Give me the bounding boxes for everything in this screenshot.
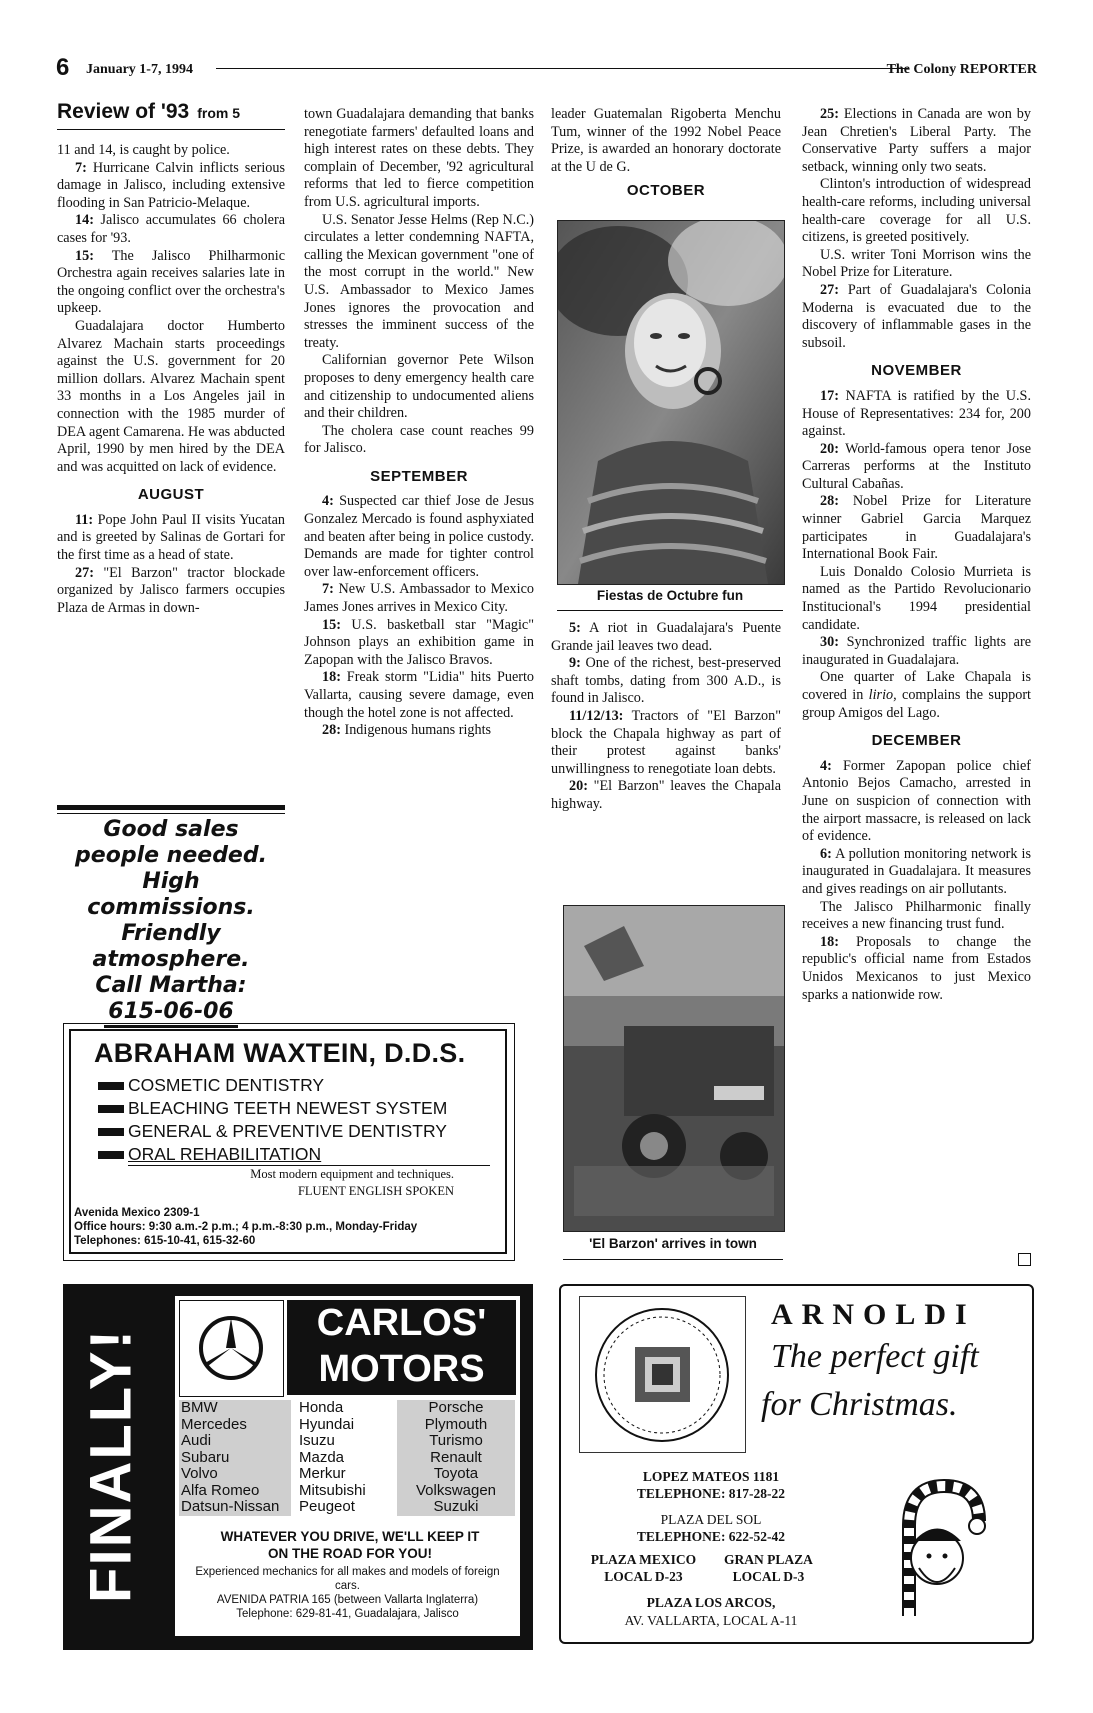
paragraph: The Jalisco Philharmonic finally receives a new financing trust fund. [802, 898, 1031, 933]
brand-item: Mazda [299, 1448, 345, 1466]
paragraph: 17: NAFTA is ratified by the U.S. House of Representatives: 234 for, 200 against. [802, 387, 1031, 440]
headline-from: from 5 [197, 105, 241, 121]
paragraph: One quarter of Lake Chapala is covered in lirio, complains the support group Amigos del Lago. [802, 669, 1031, 721]
arnoldi-ad [559, 1284, 1034, 1644]
column-4 [802, 106, 1031, 1004]
arnoldi-location-gran-plaza [711, 1552, 826, 1585]
dentist-services [98, 1074, 447, 1166]
paragraph: 7: Hurricane Calvin inflicts serious damage in Jalisco, including extensive flooding in San Patricio-Melaque. [57, 159, 285, 211]
brand-item: Volkswagen [415, 1481, 497, 1499]
masthead-rule [216, 68, 908, 69]
brands-col-2 [299, 1400, 391, 1516]
brands-col-3 [397, 1400, 515, 1516]
paragraph: 25: Elections in Canada are won by Jean Chretien's Liberal Party. The Conservative Party suffers a major setback, winning only two seats. [802, 106, 1031, 175]
arnoldi-location-los-arcos [581, 1594, 841, 1630]
page-number: 6 [56, 54, 70, 81]
issue-date: January 1-7, 1994 [86, 62, 193, 77]
santa-candy-cane-icon [859, 1466, 1009, 1626]
fiestas-photo-image [558, 221, 784, 584]
paragraph: 27: Part of Guadalajara's Colonia Moderna is evacuated due to the discovery of inflammable gases in the subsoil. [802, 281, 1031, 351]
paragraph: 9: One of the richest, best-preserved shaft tombs, dating from 300 A.D., is found in Jalisco. [551, 655, 781, 707]
location-line: GRAN PLAZA [724, 1552, 813, 1567]
paragraph: 14: Jalisco accumulates 66 cholera cases for '93. [57, 212, 285, 246]
paragraph: 20: World-famous opera tenor Jose Carreras performs at the Instituto Cultural Cabañas. [802, 440, 1031, 492]
brand-item: Toyota [433, 1465, 479, 1482]
location-line: TELEPHONE: 817-28-22 [636, 1485, 786, 1501]
sales-ad-line: atmosphere. [92, 947, 250, 972]
arnoldi-tagline-2: for Christmas. [761, 1386, 958, 1423]
paragraph: 15: U.S. basketball star "Magic" Johnson plays an exhibition game in Zapopan with the Jalisco Bravos. [304, 616, 534, 668]
column-2 [304, 106, 534, 740]
location-line: PLAZA LOS ARCOS, [646, 1595, 776, 1610]
service-item: ORAL REHABILITATION [98, 1143, 447, 1166]
service-item: COSMETIC DENTISTRY [98, 1074, 447, 1097]
arnoldi-locations [581, 1469, 841, 1545]
paragraph: town Guadalajara demanding that banks renegotiate farmers' defaulted loans and high interest rates on these debts. They complain of December, '92 agricultural reforms that led to fierce competition from U.S. agricultural imports. [304, 106, 534, 210]
section-heading-august: AUGUST [137, 486, 205, 504]
carlos-title: CARLOS' [316, 1302, 487, 1344]
sales-ad-line: High commissions. [87, 869, 255, 920]
paragraph: 18: Freak storm "Lidia" hits Puerto Vallarta, causing severe damage, even though the hotel zone is not affected. [304, 669, 534, 721]
brand-item: Subaru [181, 1448, 230, 1466]
column-3-continued [551, 620, 781, 814]
el-barzon-photo-image [564, 906, 784, 1231]
arnoldi-tagline-1: The perfect gift [771, 1338, 979, 1375]
paragraph: leader Guatemalan Rigoberta Menchu Tum, winner of the 1992 Nobel Peace Prize, is awarded an honorary doctorate at the U de G. [551, 106, 781, 175]
paragraph: 20: "El Barzon" leaves the Chapala highway. [551, 778, 781, 812]
paragraph: Clinton's introduction of widespread health-care reforms, including universal health-care coverage for all U.S. citizens, is greeted positively. [802, 176, 1031, 246]
waxtein-ad [63, 1023, 515, 1261]
brand-item: Merkur [299, 1465, 346, 1482]
brand-item: Volvo [181, 1465, 218, 1482]
dentist-name: ABRAHAM WAXTEIN, D.D.S. [94, 1038, 466, 1068]
paragraph: 28: Nobel Prize for Literature winner Gabriel Garcia Marquez participates in Guadalajara's International Book Fair. [802, 493, 1031, 563]
brand-item: Mercedes [181, 1415, 247, 1433]
section-heading-december: DECEMBER [871, 732, 962, 750]
caption-rule [563, 1259, 783, 1260]
location-line: TELEPHONE: 622-52-42 [636, 1528, 786, 1544]
paragraph: U.S. Senator Jesse Helms (Rep N.C.) circulates a letter condemning NAFTA, calling the Mexican government "one of the most corrupt in the world." New U.S. Ambassador to Mexico James Jones ignores the provocation and stresses the imminent success of the treaty. [304, 211, 534, 351]
paragraph: 11 and 14, is caught by police. [57, 142, 230, 158]
paragraph: Guadalajara doctor Humberto Alvarez Machain starts proceedings against the U.S. government for 20 million dollars. Alvarez Machain spent 33 months in a Los Angeles jail in connection with the 1985 murder of DEA agent Camarena. He was abducted April, 1990 by men hired by the DEA and was acquitted on lack of evidence. [57, 317, 285, 475]
fiestas-photo [557, 220, 785, 585]
sales-ad-line: people needed. [75, 843, 267, 868]
sales-ad [57, 805, 285, 1024]
sales-ad-line: Call Martha: [95, 973, 247, 998]
sales-ad-phone: 615-06-06 [104, 999, 237, 1028]
carlos-mechanics: Experienced mechanics for all makes and models of foreign cars. [195, 1566, 500, 1592]
location-line: PLAZA DEL SOL [660, 1512, 762, 1527]
brand-item: Plymouth [424, 1415, 488, 1433]
carlos-address: AVENIDA PATRIA 165 (between Vallarta Inglaterra) [216, 1594, 479, 1606]
brand-item: Porsche [428, 1399, 484, 1416]
brand-item: BMW [181, 1399, 218, 1416]
service-item: BLEACHING TEETH NEWEST SYSTEM [98, 1097, 447, 1120]
column-3 [551, 106, 781, 204]
article-headline [57, 100, 287, 124]
sales-ad-line: Good sales [103, 817, 239, 842]
service-item: GENERAL & PREVENTIVE DENTISTRY [98, 1120, 447, 1143]
finally-text: FINALLY! [78, 1328, 144, 1603]
carlos-slogan: WHATEVER YOU DRIVE, WE'LL KEEP IT ON THE ROAD FOR YOU! [220, 1529, 480, 1561]
end-mark-icon [1018, 1253, 1031, 1266]
arnoldi-name: ARNOLDI [771, 1298, 976, 1331]
brand-item: Hyundai [299, 1415, 355, 1433]
equipment-line: Most modern equipment and techniques. [250, 1167, 454, 1181]
paragraph: The cholera case count reaches 99 for Jalisco. [304, 422, 534, 457]
sales-ad-line: Friendly [121, 921, 221, 946]
brand-item: Audi [181, 1432, 212, 1449]
carlos-phone: Telephone: 629-81-41, Guadalajara, Jalisco [236, 1608, 459, 1620]
carlos-title-block [287, 1300, 516, 1395]
paragraph: 11: Pope John Paul II visits Yucatan and is greeted by Salinas de Gortari for the first time as a head of state. [57, 511, 285, 564]
paragraph: 28: Indigenous humans rights [322, 722, 492, 739]
section-heading-october: OCTOBER [626, 182, 706, 200]
paragraph: 18: Proposals to change the republic's official name from Estados Unidos Mexicanos to just Mexico sparks a nationwide row. [802, 933, 1031, 1003]
paragraph: 5: A riot in Guadalajara's Puente Grande jail leaves two dead. [551, 620, 781, 654]
paragraph: 11/12/13: Tractors of "El Barzon" block the Chapala highway as part of their protest against banks' unwillingness to renegotiate loan debts. [551, 707, 781, 777]
section-heading-november: NOVEMBER [871, 362, 962, 380]
arnoldi-location-plaza-mexico [581, 1552, 706, 1585]
el-barzon-caption: 'El Barzon' arrives in town [589, 1236, 757, 1251]
paragraph: 30: Synchronized traffic lights are inaugurated in Guadalajara. [802, 634, 1031, 668]
office-info [74, 1206, 417, 1248]
office-hours: Office hours: 9:30 a.m.-2 p.m.; 4 p.m.-8:30 p.m., Monday-Friday [74, 1221, 418, 1233]
arnoldi-logo-icon [579, 1296, 746, 1453]
paragraph: 27: "El Barzon" tractor blockade organized by Jalisco farmers occupies Plaza de Armas in down- [57, 564, 285, 616]
brand-item: Peugeot [299, 1498, 355, 1515]
brand-item: Turismo [429, 1432, 483, 1449]
location-line: PLAZA MEXICO [590, 1552, 697, 1567]
paragraph: 6: A pollution monitoring network is inaugurated in Guadalajara. It measures and gives readings on air pollutants. [802, 845, 1031, 897]
carlos-motors-ad [63, 1284, 533, 1650]
motors-title: MOTORS [318, 1348, 485, 1390]
mercedes-logo-icon [179, 1300, 284, 1397]
carlos-panel [175, 1296, 520, 1636]
location-line: AV. VALLARTA, LOCAL A-11 [624, 1613, 798, 1628]
el-barzon-photo [563, 905, 785, 1232]
brand-item: Suzuki [433, 1498, 479, 1515]
paragraph: Luis Donaldo Colosio Murrieta is named as the Partido Revolucionario Institucional's 1994 presidential candidate. [802, 563, 1031, 633]
paper-name: The Colony REPORTER [886, 62, 1037, 77]
section-heading-september: SEPTEMBER [370, 467, 468, 485]
brand-item: Datsun-Nissan [181, 1498, 280, 1515]
office-phones: Telephones: 615-10-41, 615-32-60 [74, 1235, 256, 1247]
paragraph: 7: New U.S. Ambassador to Mexico James Jones arrives in Mexico City. [304, 581, 534, 616]
headline-rule [57, 129, 285, 130]
brand-item: Renault [430, 1448, 482, 1466]
services-rule [128, 1165, 490, 1166]
paragraph: 4: Suspected car thief Jose de Jesus Gonzalez Mercado is found asphyxiated and beaten after being in police custody. Demands are made for tighter control over law-enforcement officers. [304, 493, 534, 580]
office-address: Avenida Mexico 2309-1 [74, 1207, 200, 1219]
caption-rule [557, 610, 783, 611]
brand-item: Honda [299, 1399, 344, 1416]
paragraph: Californian governor Pete Wilson proposes to deny emergency health care and citizenship to undocumented aliens and their children. [304, 352, 534, 422]
location-line: LOCAL D-3 [732, 1568, 805, 1584]
column-1 [57, 142, 285, 617]
location-line: LOCAL D-23 [604, 1568, 683, 1584]
paragraph: 4: Former Zapopan police chief Antonio Bejos Camacho, arrested in June on suspicion of connection with the airport massacre, is released on lack of evidence. [802, 757, 1031, 845]
paragraph: U.S. writer Toni Morrison wins the Nobel Prize for Literature. [802, 246, 1031, 281]
brand-item: Isuzu [299, 1432, 335, 1449]
brand-item: Mitsubishi [299, 1481, 366, 1499]
fiestas-caption: Fiestas de Octubre fun [596, 588, 744, 603]
brand-item: Alfa Romeo [181, 1481, 260, 1499]
masthead [56, 54, 1041, 81]
paragraph: 15: The Jalisco Philharmonic Orchestra again receives salaries late in the ongoing conflict over the orchestra's upkeep. [57, 247, 285, 317]
location-line: LOPEZ MATEOS 1181 [642, 1469, 780, 1484]
brands-col-1 [179, 1400, 291, 1516]
headline-title: Review of '93 [57, 100, 190, 123]
english-line: FLUENT ENGLISH SPOKEN [297, 1184, 454, 1198]
